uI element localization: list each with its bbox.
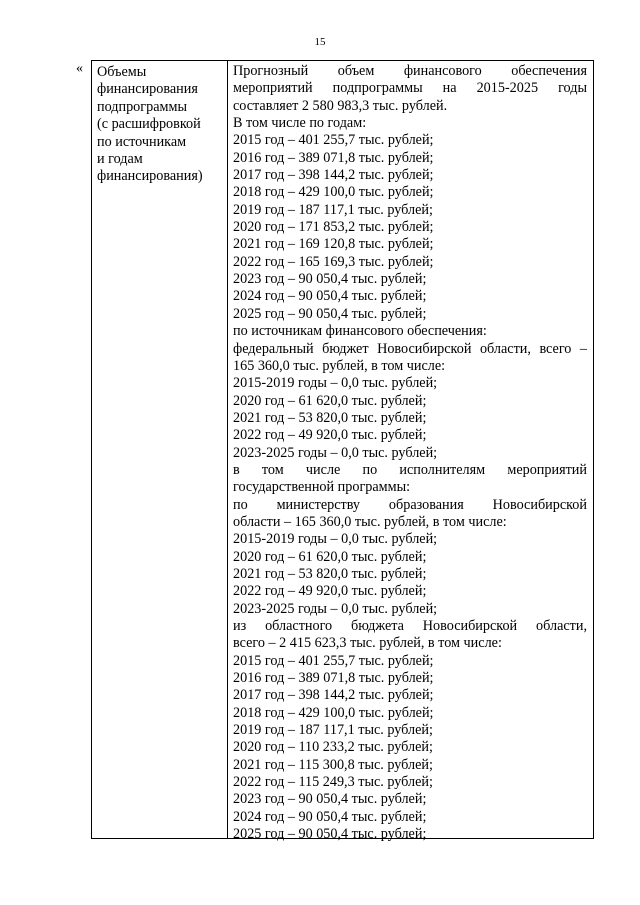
content-line: 2015 год – 401 255,7 тыс. рублей; xyxy=(233,132,434,149)
content-line: мероприятий подпрограммы на 2015-2025 годы xyxy=(233,80,587,97)
content-line: всего – 2 415 623,3 тыс. рублей, в том числе: xyxy=(233,635,502,652)
content-line: В том числе по годам: xyxy=(233,115,367,132)
content-line: государственной программы: xyxy=(233,479,411,496)
opening-quote-mark: « xyxy=(76,61,83,76)
content-line: 2021 год – 169 120,8 тыс. рублей; xyxy=(233,236,434,253)
content-line: 2023 год – 90 050,4 тыс. рублей; xyxy=(233,271,427,288)
content-line: 2015 год – 401 255,7 тыс. рублей; xyxy=(233,652,434,669)
content-line: 2022 год – 49 920,0 тыс. рублей; xyxy=(233,583,427,600)
label-line: и годам xyxy=(97,151,143,168)
content-line: 2023 год – 90 050,4 тыс. рублей; xyxy=(233,791,427,808)
content-line: 2022 год – 165 169,3 тыс. рублей; xyxy=(233,253,434,270)
content-line: 2019 год – 187 117,1 тыс. рублей; xyxy=(233,722,433,739)
content-line: 2020 год – 61 620,0 тыс. рублей; xyxy=(233,392,427,409)
content-line: 2024 год – 90 050,4 тыс. рублей; xyxy=(233,808,427,825)
content-line: области – 165 360,0 тыс. рублей, в том числе: xyxy=(233,513,507,530)
content-line: 2016 год – 389 071,8 тыс. рублей; xyxy=(233,149,434,166)
label-line: по источникам xyxy=(97,133,187,150)
content-line: 2016 год – 389 071,8 тыс. рублей; xyxy=(233,670,434,687)
content-line: 2025 год – 90 050,4 тыс. рублей; xyxy=(233,305,427,322)
content-line: федеральный бюджет Новосибирской области, всего – xyxy=(233,340,587,357)
content-line: 2021 год – 53 820,0 тыс. рублей; xyxy=(233,565,427,582)
table-label-cell xyxy=(92,61,228,838)
label-line: Объемы xyxy=(97,64,147,80)
content-line: по министерству образования Новосибирской xyxy=(233,496,587,513)
content-line: 2019 год – 187 117,1 тыс. рублей; xyxy=(233,201,433,218)
content-line: по источникам финансового обеспечения: xyxy=(233,323,487,340)
content-line: Прогнозный объем финансового обеспечения xyxy=(233,63,587,79)
label-line: подпрограммы xyxy=(97,98,187,115)
content-line: 2015-2019 годы – 0,0 тыс. рублей; xyxy=(233,531,438,548)
content-line: 2017 год – 398 144,2 тыс. рублей; xyxy=(233,167,434,184)
content-line: 2020 год – 171 853,2 тыс. рублей; xyxy=(233,219,434,236)
content-line: 2020 год – 110 233,2 тыс. рублей; xyxy=(233,739,433,756)
label-line: (с расшифровкой xyxy=(97,116,201,133)
content-line: 2018 год – 429 100,0 тыс. рублей; xyxy=(233,184,434,201)
financing-table xyxy=(91,60,594,843)
content-line: 2023-2025 годы – 0,0 тыс. рублей; xyxy=(233,600,438,617)
content-line: составляет 2 580 983,3 тыс. рублей. xyxy=(233,97,448,114)
content-line: 2021 год – 53 820,0 тыс. рублей; xyxy=(233,409,427,426)
content-line: 2017 год – 398 144,2 тыс. рублей; xyxy=(233,687,434,704)
content-line: 2015-2019 годы – 0,0 тыс. рублей; xyxy=(233,375,438,392)
label-line: финансирования) xyxy=(97,168,203,185)
content-line: 2024 год – 90 050,4 тыс. рублей; xyxy=(233,288,427,305)
content-line: 2022 год – 115 249,3 тыс. рублей; xyxy=(233,774,433,791)
content-line: в том числе по исполнителям мероприятий xyxy=(233,461,587,478)
content-line: 2021 год – 115 300,8 тыс. рублей; xyxy=(233,756,433,773)
content-line: 2025 год – 90 050,4 тыс. рублей; xyxy=(233,826,427,843)
label-line: финансирования xyxy=(97,81,198,98)
content-line: 165 360,0 тыс. рублей, в том числе: xyxy=(233,357,446,374)
content-line: 2020 год – 61 620,0 тыс. рублей; xyxy=(233,548,427,565)
page-number: 15 xyxy=(314,36,326,48)
content-line: 2018 год – 429 100,0 тыс. рублей; xyxy=(233,704,434,721)
content-line: из областного бюджета Новосибирской области, xyxy=(233,618,587,634)
content-line: 2022 год – 49 920,0 тыс. рублей; xyxy=(233,427,427,444)
content-line: 2023-2025 годы – 0,0 тыс. рублей; xyxy=(233,444,438,461)
table-content-cell xyxy=(228,61,593,843)
